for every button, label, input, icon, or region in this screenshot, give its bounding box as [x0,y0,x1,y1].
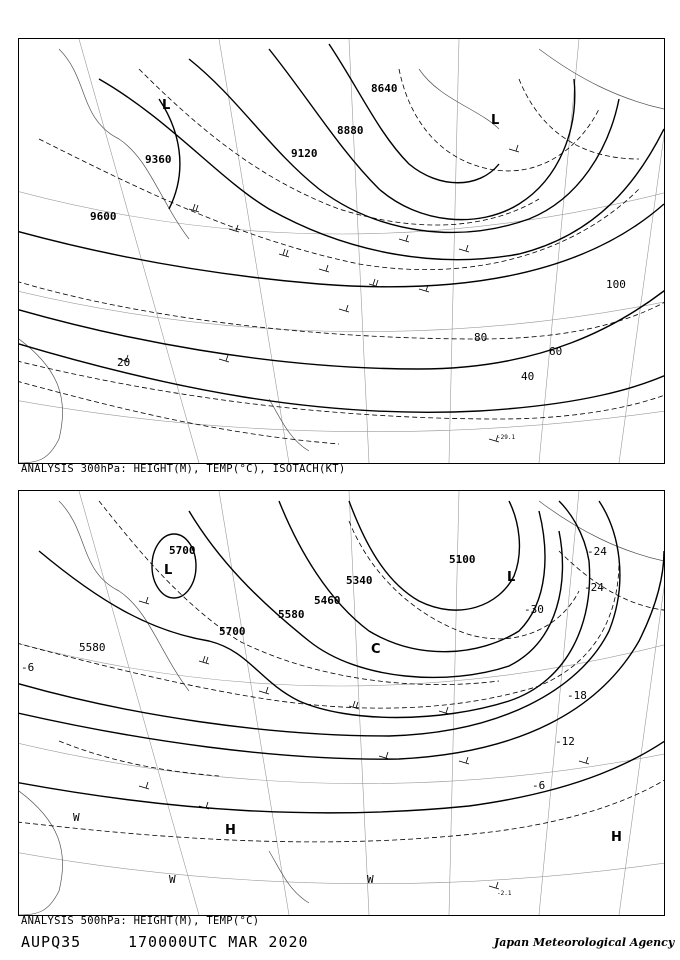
chart-code: AUPQ35 [21,933,82,951]
height-label: 5700 [219,625,246,638]
chart-300hpa [18,38,665,464]
isotach-label: 80 [474,331,488,344]
temp-label: -6 [532,779,546,792]
high-marker: H [611,830,622,845]
station-obs: -29.1 [497,434,516,441]
height-label: 9360 [145,153,172,166]
coastline [19,501,664,915]
chart-500hpa [18,490,665,916]
graticule [19,491,664,915]
caption-500hpa: ANALYSIS 500hPa: HEIGHT(M), TEMP(°C) [21,915,260,927]
map-300hpa [19,39,664,463]
isotach-label: 20 [117,356,131,369]
height-label: 5100 [449,553,476,566]
height-label: 5340 [346,574,373,587]
temp-label: -30 [524,603,544,616]
height-label: 5580 [79,641,106,654]
cold-center-marker: C [371,642,381,657]
station-obs: -2.1 [497,890,512,897]
height-label: 9120 [291,147,318,160]
height-contours [19,501,664,813]
coastline [19,49,664,463]
temp-label: -6 [21,661,35,674]
warm-marker: W [73,811,80,824]
temp-label: -12 [555,735,575,748]
agency-name: Japan Meteorological Agency [494,936,675,949]
warm-marker: W [367,873,374,886]
height-label: 5460 [314,594,341,607]
height-label: 5580 [278,608,305,621]
low-marker: L [162,98,171,113]
isotherm-contours [19,501,664,842]
low-marker: L [491,113,500,128]
low-marker: L [164,563,173,578]
height-contours [19,44,664,412]
temp-label: -18 [567,689,587,702]
low-marker: L [507,570,516,585]
temp-label: -24 [584,581,604,594]
map-500hpa [19,491,664,915]
isotach-label: 60 [549,345,563,358]
height-label: 5700 [169,544,196,557]
caption-300hpa: ANALYSIS 300hPa: HEIGHT(M), TEMP(°C), ISOTACH(KT) [21,463,346,475]
high-marker: H [225,823,236,838]
height-label: 8640 [371,82,398,95]
graticule [19,39,664,463]
isotach-label: 40 [521,370,535,383]
height-label: 9600 [90,210,117,223]
warm-marker: W [169,873,176,886]
height-label: 8880 [337,124,364,137]
valid-time: 170000UTC MAR 2020 [128,933,309,951]
isotach-label: 100 [606,278,626,291]
temp-label: -24 [587,545,607,558]
